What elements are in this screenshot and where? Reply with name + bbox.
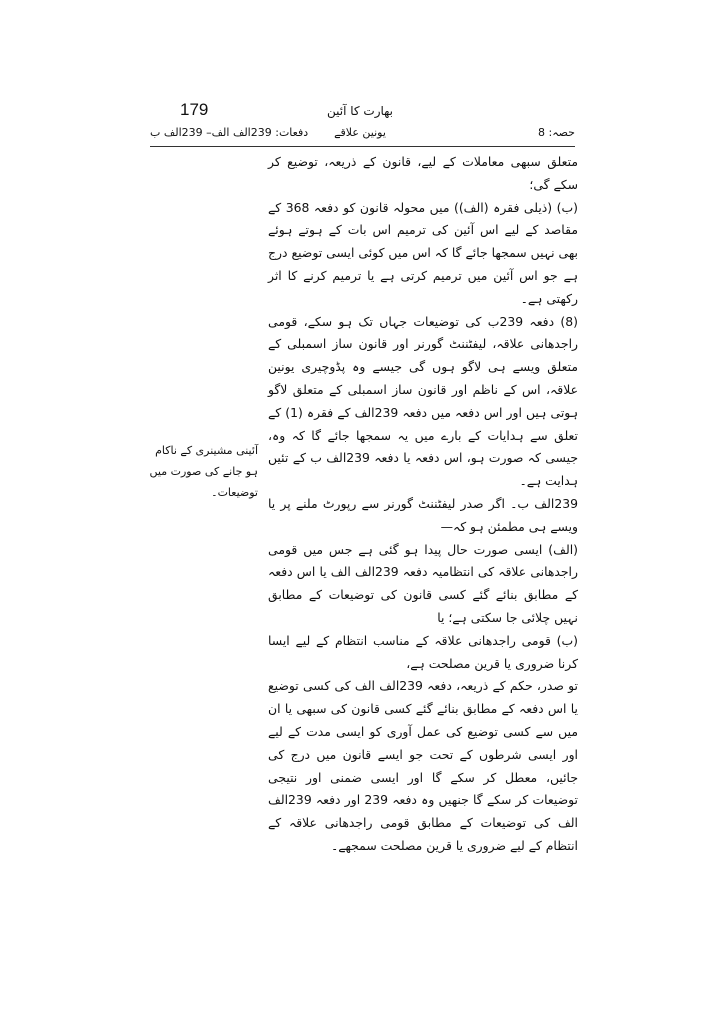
paragraph: (8) دفعہ 239ب کی توضیعات جہاں تک ہو سکے، قومی راجدھانی علاقہ، لیفٹننٹ گورنر اور قانون ساز اسمبلی کے متعلق ویسے ہی لاگو ہوں گی جیسے وہ پڈوچیری یونین علاقہ، اس کے ناظم اور قانون ساز اسمبلی کے متعلق لاگو ہوتی ہیں اور اس دفعہ میں دفعہ 239الف کے فقرہ (1) کے تعلق سے ہدایات کے بارے میں یہ سمجھا جائے گا کہ وہ، جیسی کہ صورت ہو، اس دفعہ یا دفعہ 239الف ب کے تئیں ہدایت ہے۔ bbox=[268, 313, 579, 489]
body-text bbox=[268, 151, 578, 858]
paragraph: تو صدر، حکم کے ذریعہ، دفعہ 239الف الف کی کسی توضیع یا اس دفعہ کے مطابق بنائے گئے کسی قانون کی سبھی یا ان میں سے کسی توضیع کی عمل آوری کو ایسی مدت کے لیے اور ایسی شرطوں کے تحت جو ایسے قانون میں درج کی جائیں، معطل کر سکے گا اور ایسی ضمنی اور نتیجی توضیعات کر سکے گا جنھیں وہ دفعہ 239 اور دفعہ 239الف الف کی توضیعات کے مطابق قومی راجدھانی علاقہ کے انتظام کے لیے ضروری یا قرین مصلحت سمجھے۔ bbox=[268, 678, 578, 853]
page-number: 179 bbox=[180, 100, 209, 119]
margin-note: آئینی مشینری کے ناکام ہو جانے کی صورت میں توضیعات۔ bbox=[149, 444, 258, 499]
paragraph: (ب) (ذیلی فقرہ (الف)) میں محولہ قانون کو دفعہ 368 کے مقاصد کے لیے اس آئین کی ترمیم اس بات کے ہوتے ہوئے بھی نہیں سمجھا جائے گا کہ اس میں کوئی ایسی توضیع درج ہے جو اس آئین میں ترمیم کرتی ہے یا ترمیم کرنے کا اثر رکھتی ہے۔ bbox=[268, 199, 578, 306]
paragraph: (الف) ایسی صورت حال پیدا ہو گئی ہے جس میں قومی راجدھانی علاقہ کی انتظامیہ دفعہ 239الف الف یا اس دفعہ کے مطابق بنائے گئے کسی قانون کی توضیعات کے مطابق نہیں چلائی جا سکتی ہے؛ یا bbox=[268, 541, 578, 625]
paragraph: متعلق سبھی معاملات کے لیے، قانون کے ذریعہ، توضیع کر سکے گی؛ bbox=[268, 154, 578, 192]
running-title: بھارت کا آئین bbox=[326, 104, 394, 118]
paragraph: (ب) قومی راجدھانی علاقہ کے مناسب انتظام کے لیے ایسا کرنا ضروری یا قرین مصلحت ہے، bbox=[268, 632, 578, 671]
running-subtitle: یونین علاقے bbox=[334, 126, 386, 139]
header-divider bbox=[150, 146, 575, 147]
paragraph: 239الف ب۔ اگر صدر لیفٹننٹ گورنر سے رپورٹ ملنے پر یا ویسے ہی مطمئن ہو کہ— bbox=[268, 495, 578, 534]
section-range: دفعات: 239الف الف– 239الف ب bbox=[150, 126, 309, 139]
part-label: حصہ: 8 bbox=[538, 126, 575, 139]
